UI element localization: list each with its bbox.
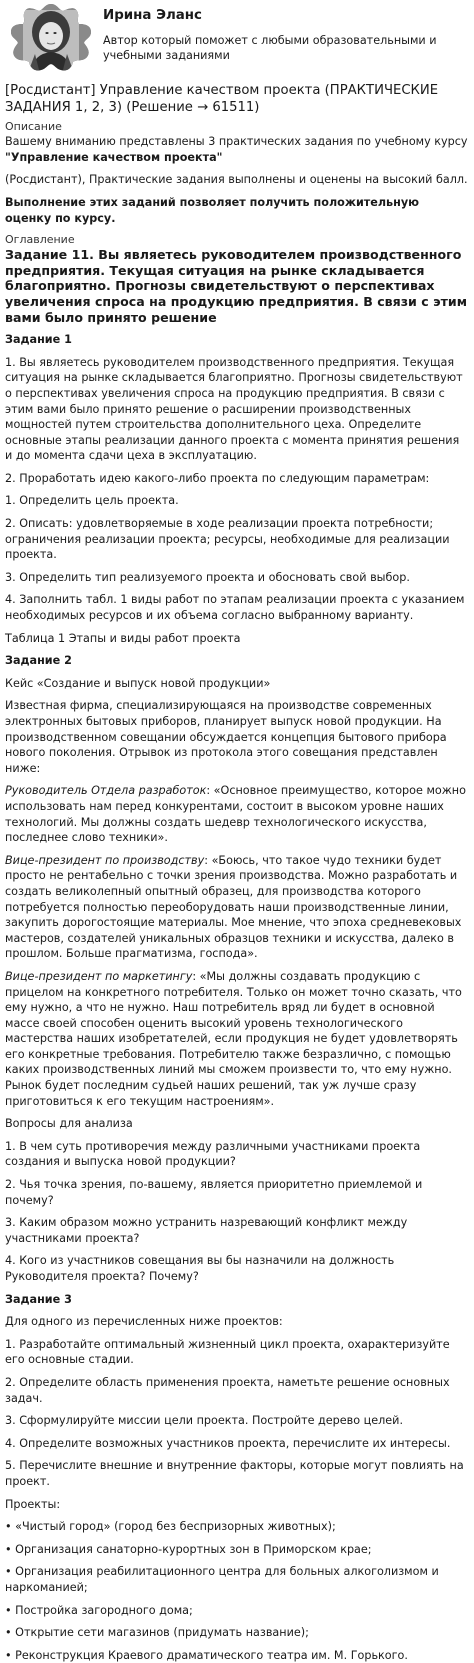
description-label: Описание xyxy=(5,120,62,134)
avatar-flower-frame-icon xyxy=(5,2,97,72)
case-title: Кейс «Создание и выпуск новой продукции» xyxy=(5,676,271,690)
speaker: Вице-президент по маркетингу xyxy=(5,969,193,983)
speech-text: : «Основное преимущество, которое можно использовать нам перед конкурентами, состоит в высоком уровне наших технологий. Мы должны создать шедевр технологического искусства, последнее слово техники». xyxy=(5,784,466,845)
question: 1. В чем суть противоречия между различными участниками проекта создания и выпуска новой продукции? xyxy=(5,1139,421,1169)
project-item: • Организация санаторно-курортных зон в Приморском крае; xyxy=(5,1542,372,1556)
description-course: "Управление качеством проекта" xyxy=(5,150,223,164)
project-item: • Реконструкция Краевого драматического театра им. М. Горького. xyxy=(5,1648,408,1662)
task1-item: 4. Заполнить табл. 1 виды работ по этапам реализации проекта с указанием необходимых ресурсов и их объема согласно выбранному варианту. xyxy=(5,593,465,623)
toc-label: Оглавление xyxy=(5,233,75,247)
question: 2. Чья точка зрения, по-вашему, является приоритетно приемлемой и почему? xyxy=(5,1178,423,1207)
speech-text: : «Мы должны создавать продукцию с прицелом на конкретного потребителя. Только он может точно сказать, что ему нужно, а что не нужно. Наш потребитель вряд ли будет в основной массе своей способен оценить высокий уровень технологического мастерства наших изобретателей, если продукция не будет удовлетворять его конкретные требования. Потребителю также безразлично, с помощью каких производственных линий мы сможем произвести то, что ему нужно. Рынок будет последним судьей наших решений, так уж лучше сразу приготовиться к его текущим настроениям». xyxy=(5,969,462,1108)
task1-item: 1. Вы являетесь руководителем производственного предприятия. Текущая ситуация на рынке складывается благоприятно. Прогнозы свидетельствуют о перспективах увеличения спроса на продукцию предприятия. В связи с этим вами было принято решение о расширении производственных мощностей путем строительства дополнительного цеха. Определите основные этапы реализации данного проекта с момента принятия решения и до момента сдачи цеха в эксплуатацию. xyxy=(5,355,463,463)
questions-label: Вопросы для анализа xyxy=(5,1117,133,1131)
author-description: Автор который поможет с любыми образовательными и учебными заданиями xyxy=(103,34,437,63)
task3-heading: Задание 3 xyxy=(5,1292,72,1306)
description-line-2: (Росдистант), Практические задания выполнены и оценены на высокий балл. xyxy=(5,173,468,187)
task1-item: 3. Определить тип реализуемого проекта и обосновать свой выбор. xyxy=(5,570,410,584)
task1-item: 1. Определить цель проекта. xyxy=(5,494,179,508)
description-highlight: Выполнение этих заданий позволяет получить положительную оценку по курсу. xyxy=(5,195,420,225)
task1-item: 2. Описать: удовлетворяемые в ходе реализации проекта потребности; ограничения реализации проекта; ресурсы, необходимые для реализации проекта. xyxy=(5,517,450,562)
task3-item: 5. Перечислите внешние и внутренние факторы, которые могут повлиять на проект. xyxy=(5,1459,464,1488)
speech xyxy=(5,783,469,845)
page-title: [Росдистант] Управление качеством проекта (ПРАКТИЧЕСКИЕ ЗАДАНИЯ 1, 2, 3) (Решение → 61511) xyxy=(5,83,439,115)
task1-item: 2. Проработать идею какого-либо проекта по следующим параметрам: xyxy=(5,471,430,485)
speaker: Вице-президент по производству xyxy=(5,853,205,867)
author-info xyxy=(103,2,453,63)
task3-intro: Для одного из перечисленных ниже проектов: xyxy=(5,1315,283,1329)
case-intro: Известная фирма, специализирующаяся на производстве современных электронных бытовых приборов, планирует выпуск новой продукции. На производственном совещании обсуждается концепция бытового прибора нового поколения. Отрывок из протокола этого совещания представлен ниже: xyxy=(5,699,447,775)
question: 3. Каким образом можно устранить назревающий конфликт между участниками проекта? xyxy=(5,1216,408,1245)
speech-text: : «Боюсь, что такое чудо техники будет просто не рентабельно с точки зрения производства. Можно разработать и создать великолепный опытный образец, для производства которого потребуется полностью переоборудовать наши производственные линии, закупить дорогостоящие материалы. Мое мнение, что эпоха средневековых мастеров, создателей уникальных образцов техники и искусства, далеко в прошлом. Больше прагматизма, господа». xyxy=(5,853,462,961)
author-card xyxy=(5,0,469,80)
project-item: • Открытие сети магазинов (придумать название); xyxy=(5,1626,309,1640)
project-item: • Постройка загородного дома; xyxy=(5,1603,193,1617)
question: 4. Кого из участников совещания вы бы назначили на должность Руководителя проекта? Почему? xyxy=(5,1254,395,1283)
speech xyxy=(5,853,469,962)
toc-heading[interactable]: Задание 11. Вы являетесь руководителем производственного предприятия. Текущая ситуация на рынке складывается благоприятно. Прогнозы свидетельствуют о перспективах увеличения спроса на продукцию предприятия. В связи с этим вами было принято решение xyxy=(5,247,467,325)
task3-item: 2. Определите область применения проекта, наметьте решение основных задач. xyxy=(5,1375,450,1405)
task3-item: 4. Определите возможных участников проекта, перечислите их интересы. xyxy=(5,1436,451,1450)
speaker: Руководитель Отдела разработок xyxy=(5,784,207,798)
task1-heading: Задание 1 xyxy=(5,333,72,347)
task2-heading: Задание 2 xyxy=(5,654,72,668)
project-item: • Организация реабилитационного центра для больных алкоголизмом и наркоманией; xyxy=(5,1565,439,1594)
table-caption: Таблица 1 Этапы и виды работ проекта xyxy=(5,631,241,645)
task3-item: 3. Сформулируйте миссии цели проекта. Постройте дерево целей. xyxy=(5,1414,404,1428)
projects-label: Проекты: xyxy=(5,1497,61,1511)
speech xyxy=(5,969,469,1109)
project-item: • «Чистый город» (город без беспризорных животных); xyxy=(5,1520,336,1534)
task3-item: 1. Разработайте оптимальный жизненный цикл проекта, охарактеризуйте его основные стадии. xyxy=(5,1337,450,1367)
description-line-1: Вашему вниманию представлены 3 практических задания по учебному курсу xyxy=(5,135,468,149)
author-avatar[interactable] xyxy=(5,2,97,72)
author-name[interactable]: Ирина Эланс xyxy=(103,8,202,23)
